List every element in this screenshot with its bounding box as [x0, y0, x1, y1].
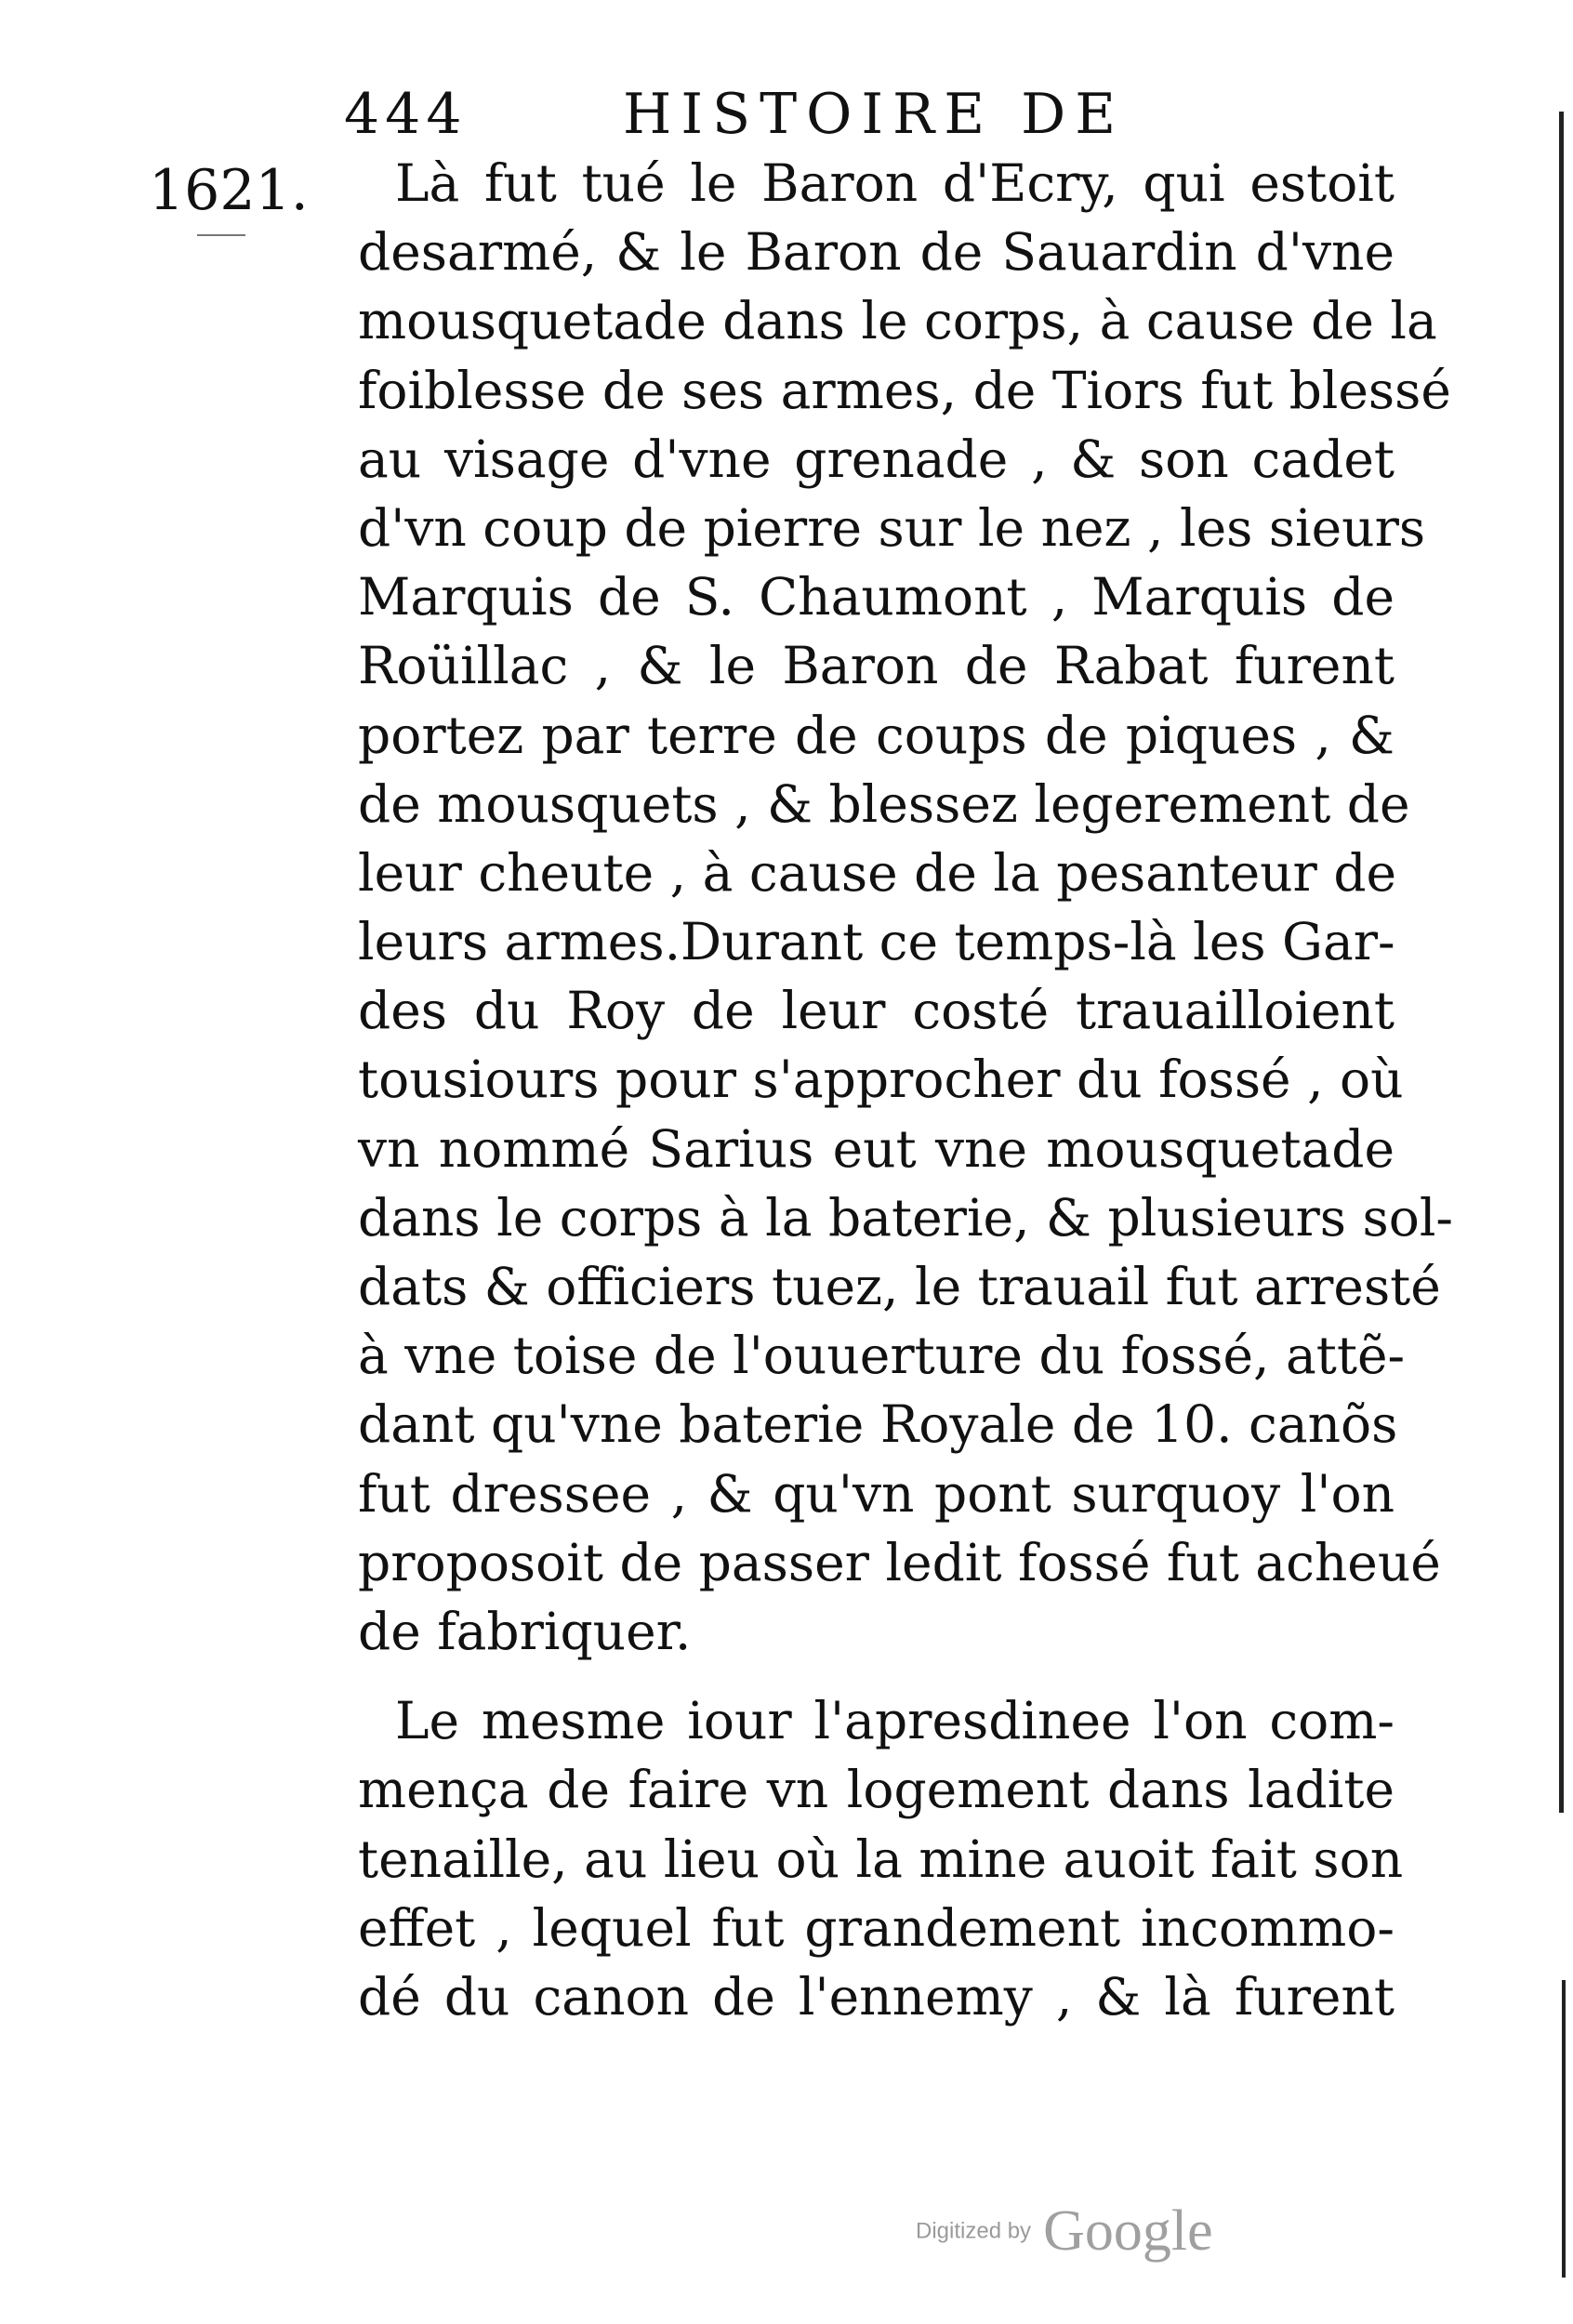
text-line: dant qu'vne baterie Royale de 10. canõs — [358, 1394, 1398, 1455]
text-line: tenaille, au lieu où la mine auoit fait son — [358, 1829, 1404, 1889]
watermark-brand: Google — [1043, 2199, 1213, 2263]
text-line: dé du canon de l'ennemy , & là furent — [358, 1966, 1395, 2027]
text-line: leurs armes.Durant ce temps-là les Gar- — [358, 912, 1395, 972]
digitization-watermark — [916, 2199, 1213, 2265]
text-line: tousiours pour s'approcher du fossé , où — [358, 1050, 1404, 1110]
margin-year-note: 1621. — [149, 158, 309, 223]
text-line: d'vn coup de pierre sur le nez , les sieurs — [358, 497, 1426, 558]
text-line: fut dressee , & qu'vn pont surquoy l'on — [358, 1463, 1395, 1524]
margin-rule — [197, 234, 245, 236]
paragraph-2 — [358, 1686, 1404, 2031]
paragraph-1 — [358, 149, 1454, 1666]
body-text — [358, 149, 1454, 2031]
page-edge-shadow — [1559, 112, 1564, 1813]
text-line: dans le corps à la baterie, & plusieurs sol- — [358, 1187, 1454, 1248]
running-title: HISTOIRE DE — [623, 82, 1125, 147]
page-edge-shadow — [1562, 1980, 1566, 2278]
text-line: portez par terre de coups de piques , & — [358, 705, 1395, 765]
text-line: vn nommé Sarius eut vne mousquetade — [358, 1118, 1395, 1179]
text-line: desarmé, & le Baron de Sauardin d'vne — [358, 222, 1395, 283]
text-line: mousquetade dans le corps, à cause de la — [358, 291, 1437, 351]
running-head — [344, 73, 1404, 156]
paragraph-gap — [358, 1666, 1395, 1686]
text-line: Marquis de S. Chaumont , Marquis de — [358, 567, 1395, 627]
text-line: Le mesme iour l'apresdinee l'on com- — [395, 1691, 1395, 1751]
text-line: foiblesse de ses armes, de Tiors fut blessé — [358, 360, 1451, 420]
page-number: 444 — [344, 82, 468, 147]
text-line: Roüillac , & le Baron de Rabat furent — [358, 636, 1395, 696]
text-line: des du Roy de leur costé trauailloient — [358, 981, 1395, 1041]
text-line: leur cheute , à cause de la pesanteur de — [358, 842, 1397, 903]
text-line: proposoit de passer ledit fossé fut acheué — [358, 1532, 1441, 1592]
text-line: à vne toise de l'ouuerture du fossé, attẽ- — [358, 1326, 1406, 1386]
text-line: au visage d'vne grenade , & son cadet — [358, 429, 1395, 489]
text-line: mença de faire vn logement dans ladite — [358, 1760, 1395, 1820]
watermark-prefix: Digitized by — [916, 2218, 1032, 2244]
text-line: de mousquets , & blessez legerement de — [358, 773, 1410, 834]
text-line: de fabriquer. — [358, 1601, 692, 1661]
text-line: dats & officiers tuez, le trauail fut arresté — [358, 1257, 1441, 1316]
text-line: Là fut tué le Baron d'Ecry, qui estoit — [395, 153, 1395, 213]
text-line: effet , lequel fut grandement incommo- — [358, 1897, 1395, 1958]
